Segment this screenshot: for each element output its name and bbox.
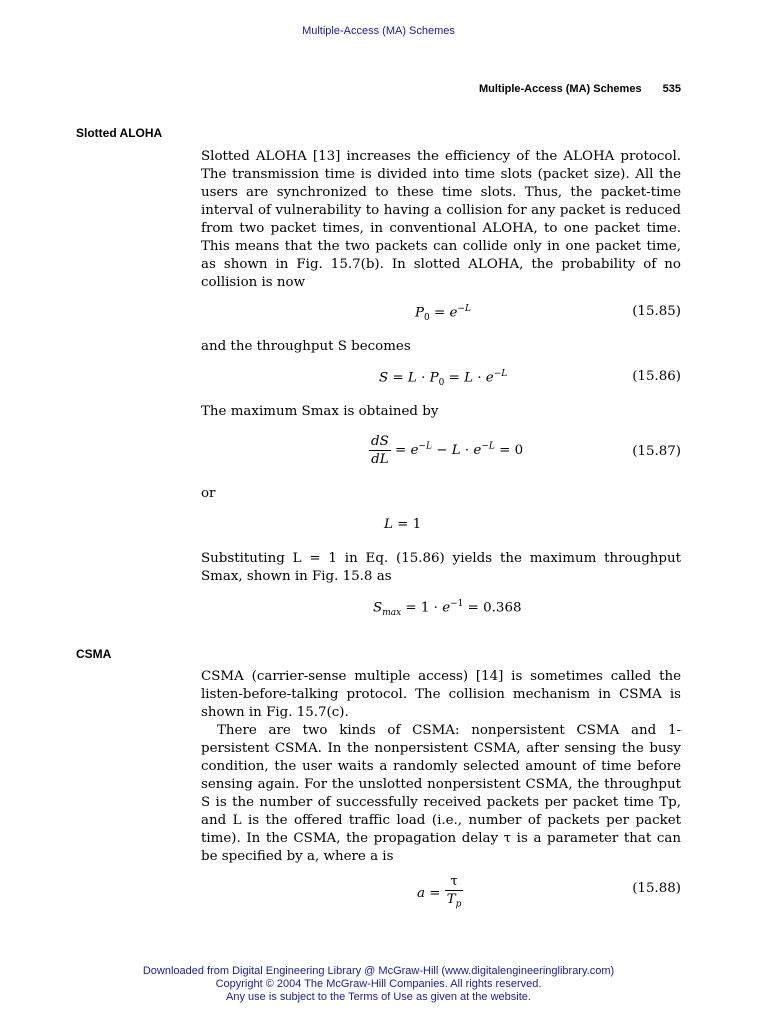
section-heading-csma: CSMA [76, 647, 112, 661]
slotted-aloha-paragraph-4: or [201, 486, 216, 501]
equation-15-87 [201, 433, 681, 473]
equation-expression: $S_{max} = 1 \cdot e^{-1} = 0.368$ [373, 599, 522, 619]
footer-download-link[interactable]: Downloaded from Digital Engineering Library @ McGraw-Hill (www.digitalengineeringlibrary.com) [142, 965, 615, 977]
slotted-aloha-paragraph-5: Substituting L = 1 in Eq. (15.86) yields the maximum throughput Smax, shown in Fig. 15.8 as [201, 551, 681, 584]
equation-expression: $\frac{dS}{dL}$ = $e^{-L} - L \cdot e^{-L} = 0$ [371, 434, 524, 467]
equation-number: (15.86) [632, 369, 681, 384]
section-heading-slotted-aloha: Slotted ALOHA [76, 126, 163, 140]
csma-paragraph-1: CSMA (carrier-sense multiple access) [14] is sometimes called the listen-before-talking protocol. The collision mechanism in CSMA is shown in Fig. 15.7(c). [201, 669, 681, 720]
footer-notice [0, 965, 757, 1004]
footer-copyright: Copyright © 2004 The McGraw-Hill Companies. All rights reserved. [215, 978, 542, 990]
slotted-aloha-paragraph-2: and the throughput S becomes [201, 339, 411, 354]
equation-15-88 [201, 873, 681, 913]
slotted-aloha-paragraph-3: The maximum Smax is obtained by [201, 404, 439, 419]
equation-expression: $P_0 = e^{-L}$ [415, 304, 471, 324]
equation-number: (15.87) [632, 444, 681, 459]
equation-expression: $S = L \cdot P_0 = L \cdot e^{-L}$ [379, 369, 508, 389]
equation-smax [201, 599, 681, 621]
footer-terms-link[interactable]: Any use is subject to the Terms of Use as given at the website. [226, 991, 531, 1003]
page-number: 535 [662, 83, 681, 95]
equation-number: (15.85) [632, 304, 681, 319]
running-head [479, 83, 681, 95]
equation-15-85 [201, 304, 681, 326]
running-head-title: Multiple-Access (MA) Schemes [478, 83, 642, 95]
equation-15-86 [201, 369, 681, 391]
equation-number: (15.88) [632, 881, 681, 896]
equation-expression: L = 1 [384, 517, 422, 532]
slotted-aloha-paragraph-1: Slotted ALOHA [13] increases the efficiency of the ALOHA protocol. The transmission time is divided into time slots (packet size). All the users are synchronized to these time slots. Thus, the packet-time interval of vulnerability to having a collision for any packet is reduced from two packet times, in conventional ALOHA, to one packet time. This means that the two packets can collide only in one packet time, as shown in Fig. 15.7(b). In slotted ALOHA, the probability of no collision is now [201, 149, 681, 290]
csma-paragraph-2: There are two kinds of CSMA: nonpersistent CSMA and 1-persistent CSMA. In the nonpersistent CSMA, after sensing the busy condition, the user waits a randomly selected amount of time before sensing again. For the unslotted nonpersistent CSMA, the throughput S is the number of successfully received packets per packet time Tp, and L is the offered traffic load (i.e., number of packets per packet time). In the CSMA, the propagation delay τ is a parameter that can be specified by a, where a is [201, 723, 681, 864]
equation-expression: a = $\frac{\tau}{T_p}$ [417, 874, 462, 910]
equation-l-equals-1 [201, 517, 681, 539]
top-chapter-link[interactable]: Multiple-Access (MA) Schemes [302, 25, 455, 37]
